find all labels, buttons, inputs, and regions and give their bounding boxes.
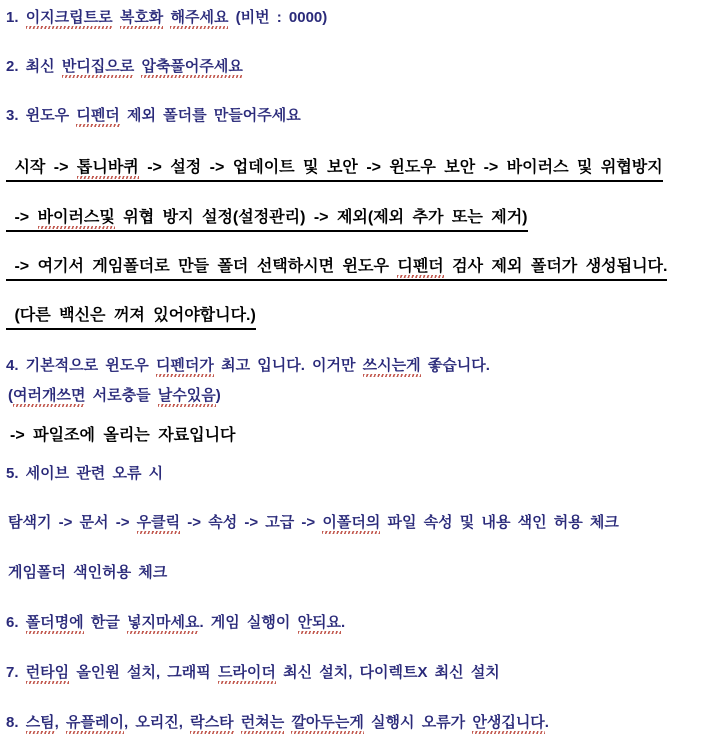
text-line-2	[6, 55, 243, 76]
text-line-15	[6, 661, 500, 682]
text-segment: -> 여기서 게임폴더로 만들 폴더 선택하시면 윈도우	[6, 258, 398, 275]
text-line-5	[6, 204, 528, 232]
text-segment: (비번 : 0000)	[228, 9, 328, 26]
text-segment: -> 파일조에 올리는 자료입니다	[10, 427, 236, 444]
underlined-path-text	[6, 253, 667, 281]
text-segment: 올인원 설치, 그래픽	[69, 664, 218, 681]
text-line-1	[6, 6, 327, 27]
text-segment: (	[8, 387, 13, 404]
text-line-12	[8, 511, 619, 532]
spellcheck-underlined-word: 락스타	[190, 714, 233, 734]
spellcheck-underlined-word: 넣지마세요	[127, 614, 199, 634]
text-segment: 제외 폴더를 만들어주세요	[119, 107, 301, 124]
spellcheck-underlined-word: 폴더명에	[26, 614, 84, 634]
text-segment: 1.	[6, 9, 26, 26]
underlined-path-text	[6, 204, 528, 232]
spellcheck-underlined-word: 톱니바퀴	[77, 159, 139, 179]
text-line-9	[8, 384, 221, 405]
spellcheck-underlined-word: 런쳐는	[241, 714, 284, 734]
text-segment: 한글	[83, 614, 127, 631]
text-line-13	[8, 561, 167, 582]
text-line-8	[6, 354, 490, 375]
text-segment: (다른 백신은 꺼져 있어야합니다.)	[6, 307, 256, 324]
text-segment: 6.	[6, 614, 26, 631]
spellcheck-underlined-word: 우클릭	[137, 514, 180, 534]
line-text	[6, 58, 243, 78]
text-line-14	[6, 611, 345, 632]
text-segment: 게임폴더 색인허용 체크	[8, 564, 168, 581]
line-text	[6, 357, 490, 377]
spellcheck-underlined-word: 디펜더	[397, 258, 443, 278]
text-segment: 검사 제외 폴더가 생성됩니다.	[443, 258, 668, 275]
spellcheck-underlined-word: 복호화	[120, 9, 163, 29]
spellcheck-underlined-word: 런타임	[26, 664, 69, 684]
text-segment: .	[544, 714, 549, 731]
text-segment: 탐색기 -> 문서 ->	[8, 514, 137, 531]
line-text	[6, 107, 301, 127]
spellcheck-underlined-word: 바이러스및	[38, 209, 115, 229]
spellcheck-underlined-word: 쓰시는게	[363, 357, 421, 377]
line-text	[6, 465, 163, 482]
spellcheck-underlined-word: 깔아두는게	[291, 714, 363, 734]
spellcheck-underlined-word: 유플레이	[66, 714, 124, 734]
spellcheck-underlined-word: 디펜더	[76, 107, 119, 127]
spellcheck-underlined-word: 안되요	[298, 614, 341, 634]
line-text	[8, 514, 619, 534]
line-text	[10, 427, 235, 444]
text-segment: 3. 윈도우	[6, 107, 77, 124]
text-segment: 8.	[6, 714, 26, 731]
spellcheck-underlined-word: 압축풀어주세요	[141, 58, 242, 78]
text-line-16	[6, 711, 549, 732]
text-line-11	[6, 462, 163, 483]
line-text	[6, 664, 500, 684]
underlined-path-text	[6, 302, 256, 330]
text-segment: 4. 기본적으로 윈도우	[6, 357, 156, 374]
text-segment: 최고 입니다. 이거만	[213, 357, 363, 374]
text-segment: , 오리진,	[123, 714, 191, 731]
text-segment: 서로충들	[85, 387, 158, 404]
spellcheck-underlined-word: 이지크립트로	[26, 9, 113, 29]
spellcheck-underlined-word: 반디집으로	[62, 58, 134, 78]
text-line-4	[6, 154, 663, 182]
text-segment: 위협 방지 설정(설정관리) -> 제외(제외 추가 또는 제거)	[114, 209, 528, 226]
spellcheck-underlined-word: 이폴더의	[322, 514, 380, 534]
spellcheck-underlined-word: 디펜더가	[156, 357, 214, 377]
text-segment: ->	[6, 209, 38, 226]
text-segment: -> 속성 -> 고급 ->	[180, 514, 323, 531]
text-segment: 7.	[6, 664, 26, 681]
line-text	[6, 614, 345, 634]
spellcheck-underlined-word: 안생깁니다	[472, 714, 544, 734]
spellcheck-underlined-word: 스팀	[26, 714, 55, 734]
text-line-7	[6, 302, 256, 330]
line-text	[8, 387, 221, 407]
text-line-6	[6, 253, 667, 281]
text-segment: )	[215, 387, 221, 404]
spellcheck-underlined-word: 드라이더	[218, 664, 276, 684]
text-segment	[234, 714, 241, 731]
text-segment: . 게임 실행이	[199, 614, 298, 631]
text-segment: 시작 ->	[6, 159, 77, 176]
text-segment: .	[341, 614, 346, 631]
line-text	[6, 9, 327, 29]
spellcheck-underlined-word: 해주세요	[170, 9, 228, 29]
text-line-10	[10, 422, 235, 445]
text-segment: 5. 세이브 관련 오류 시	[6, 465, 164, 482]
line-text	[6, 714, 549, 734]
text-segment: ,	[54, 714, 67, 731]
text-line-3	[6, 104, 301, 125]
text-segment: 파일 속성 및 내용 색인 허용 체크	[380, 514, 619, 531]
text-segment: 좋습니다.	[420, 357, 490, 374]
text-segment: 최신 설치, 다이렉트X 최신 설치	[275, 664, 500, 681]
line-text	[8, 564, 167, 581]
text-segment: 2. 최신	[6, 58, 62, 75]
text-segment: -> 설정 -> 업데이트 및 보안 -> 윈도우 보안 -> 바이러스 및 위협방지	[138, 159, 663, 176]
spellcheck-underlined-word: 날수있음	[158, 387, 216, 407]
text-segment: 실행시 오류가	[363, 714, 473, 731]
spellcheck-underlined-word: 여러개쓰면	[13, 387, 85, 407]
underlined-path-text	[6, 154, 663, 182]
text-segment	[113, 9, 120, 26]
